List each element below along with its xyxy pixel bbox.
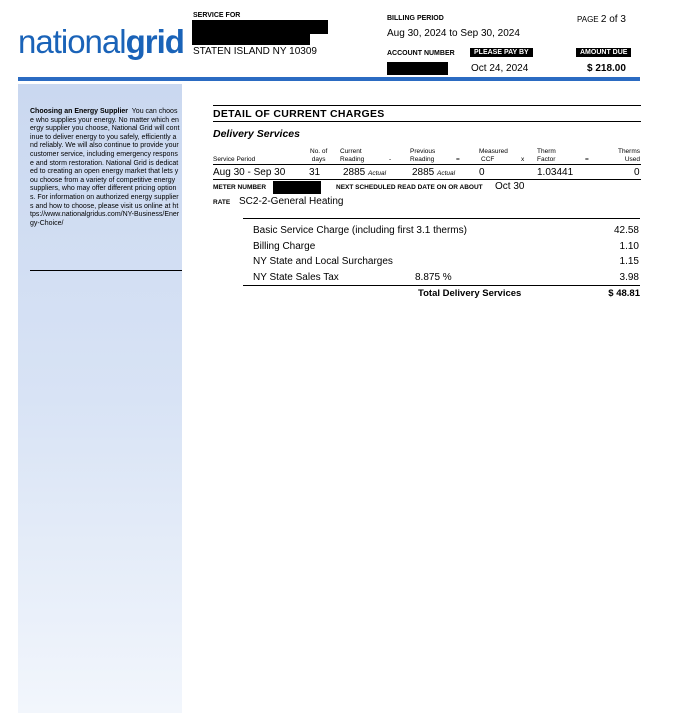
col-times: x [521,156,525,163]
col-days: No. of days [310,148,328,163]
redacted-account-number [387,62,448,75]
pay-by-date: Oct 24, 2024 [471,63,529,74]
total-delivery-amount: $ 48.81 [608,288,640,299]
please-pay-by-label: PLEASE PAY BY [470,48,533,57]
col-previous-reading: Previous Reading [410,148,436,163]
billing-to: to [449,28,458,39]
col-equals-2: = [585,156,589,163]
billing-period-label: BILLING PERIOD [387,15,444,22]
row-service-period: Aug 30 - Sep 30 [213,167,286,178]
sidebar-divider [30,270,182,271]
redacted-meter-number [273,181,321,194]
next-read-label: NEXT SCHEDULED READ DATE ON OR ABOUT [336,184,483,191]
charge-row [253,225,639,236]
charge-label: Billing Charge [253,241,316,252]
detail-title: DETAIL OF CURRENT CHARGES [213,108,385,120]
rate-label: RATE [213,199,231,206]
logo-part-2: grid [125,23,184,60]
sidebar-message [30,108,180,228]
charge-amount: 1.10 [619,241,639,252]
next-read-date: Oct 30 [495,181,525,192]
logo-part-1: national [18,23,126,60]
page-value: 2 of 3 [600,14,626,25]
charges-top-rule [243,218,640,219]
col-equals-1: = [456,156,460,163]
sidebar-heading: Choosing an Energy Supplier [30,108,129,115]
header-divider [18,77,640,81]
sidebar-body: You can choose who supplies your energy. No matter which energy supplier you choose, National Grid will continue to deliver energy to you safely, efficiently and reliably. We will also continue to provide your customer service, including emergency response and storm restoration. National Grid is dedicated to creating an open energy market that lets you choose from a variety of competitive energy suppliers, who may offer different pricing options. For information on authorized energy suppliers and how to choose, please visit us online at https://www.nationalgridus.com/NY-Business/Energy-Choice/ [30,108,180,227]
rate-value: SC2-2-General Heating [239,196,344,207]
service-for-label: SERVICE FOR [193,12,241,19]
billing-start: Aug 30, 2024 [387,28,447,39]
col-minus: - [389,156,392,163]
detail-top-rule [213,105,641,106]
charge-amount: 1.15 [619,256,639,267]
row-therms-used: 0 [634,167,640,178]
col-therm-factor: Therm Factor [537,148,556,163]
national-grid-logo [18,23,184,61]
billing-end: Sep 30, 2024 [460,28,520,39]
col-measured-ccf: Measured CCF [479,148,508,163]
charge-label: NY State and Local Surcharges [253,256,393,267]
charge-row [253,241,639,252]
charge-label: Basic Service Charge (including first 3.1 therms) [253,225,467,236]
amount-due-label: AMOUNT DUE [576,48,631,57]
detail-title-rule [213,121,641,122]
charge-amount: 3.98 [619,272,639,283]
col-service-period: Service Period [213,156,256,163]
charges-bottom-rule [243,285,640,286]
charge-amount: 42.58 [613,225,639,236]
amount-due-value: $ 218.00 [587,63,626,74]
page-indicator [577,14,626,25]
charge-mid: 8.875 % [415,272,452,283]
row-days: 31 [309,167,321,178]
charge-row [253,272,639,283]
charge-label: NY State Sales Tax [253,272,339,283]
row-measured-ccf: 0 [479,167,485,178]
billing-period [387,28,520,39]
charge-row [253,256,639,267]
row-therm-factor: 1.03441 [537,167,574,178]
row-rule [213,179,641,180]
delivery-services-title: Delivery Services [213,128,300,140]
col-current-reading: Current Reading [340,148,365,163]
redacted-name [192,20,328,34]
meter-number-label: METER NUMBER [213,184,267,191]
page-label: PAGE [577,15,599,24]
row-current-reading: 2885 Actual [343,167,387,178]
service-city: STATEN ISLAND NY 10309 [193,46,317,57]
header-rule [213,164,641,165]
redacted-address [192,33,310,45]
total-delivery-label: Total Delivery Services [418,288,522,299]
row-previous-reading: 2885 Actual [412,167,456,178]
col-therms-used: Therms Used [617,148,640,163]
account-number-label: ACCOUNT NUMBER [387,50,455,57]
